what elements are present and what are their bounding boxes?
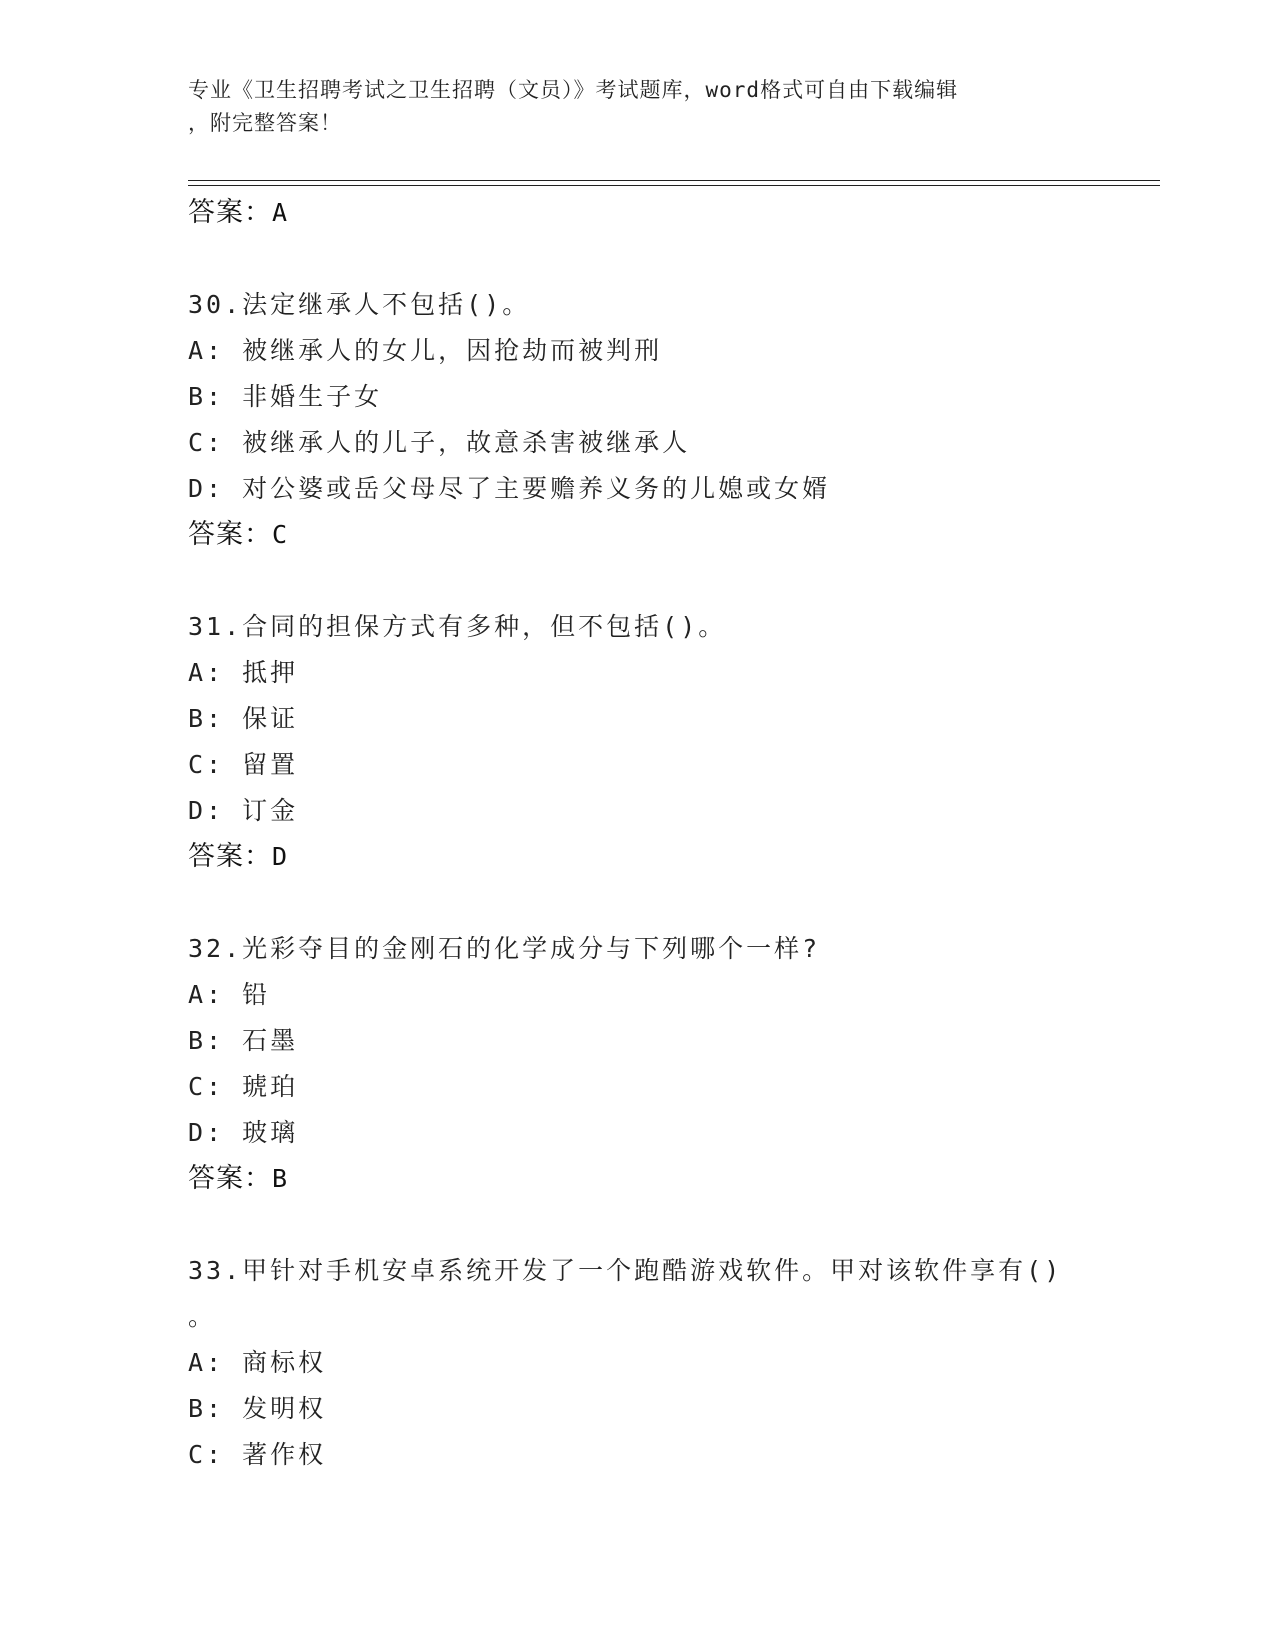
- answer-value: C: [272, 520, 289, 549]
- header-divider-top: [188, 180, 1160, 181]
- option-b: B: 发明权: [188, 1394, 327, 1423]
- header-divider-bottom: [188, 185, 1160, 186]
- question-stem-continuation: 。: [188, 1302, 217, 1331]
- option-c: C: 琥珀: [188, 1072, 299, 1101]
- question-30: [188, 282, 1148, 558]
- option-b: B: 非婚生子女: [188, 382, 383, 411]
- answer-line: [188, 512, 1148, 558]
- question-stem: 32.光彩夺目的金刚石的化学成分与下列哪个一样?: [188, 934, 821, 963]
- question-stem: 33.甲针对手机安卓系统开发了一个跑酷游戏软件。甲对该软件享有(): [188, 1256, 1063, 1285]
- option-a: A: 被继承人的女儿，因抢劫而被判刑: [188, 336, 663, 365]
- spacer: [188, 880, 1148, 926]
- answer-line: [188, 834, 1148, 880]
- spacer: [188, 558, 1148, 604]
- option-c: C: 著作权: [188, 1440, 327, 1469]
- option-d: D: 订金: [188, 796, 299, 825]
- option-b: B: 保证: [188, 704, 299, 733]
- header-line-1: 专业《卫生招聘考试之卫生招聘（文员）》考试题库，word格式可自由下载编辑: [188, 78, 959, 102]
- option-d: D: 对公婆或岳父母尽了主要赡养义务的儿媳或女婿: [188, 474, 831, 503]
- question-stem: 30.法定继承人不包括()。: [188, 290, 531, 319]
- spacer: [188, 1202, 1148, 1248]
- answer-label: 答案：: [188, 841, 272, 872]
- document-header: [188, 74, 1068, 140]
- answer-line: [188, 190, 1148, 236]
- question-stem: 31.合同的担保方式有多种，但不包括()。: [188, 612, 727, 641]
- question-32: [188, 926, 1148, 1202]
- option-a: A: 抵押: [188, 658, 299, 687]
- question-33: [188, 1248, 1148, 1478]
- option-a: A: 商标权: [188, 1348, 327, 1377]
- answer-value: A: [272, 198, 289, 227]
- answer-label: 答案：: [188, 519, 272, 550]
- spacer: [188, 236, 1148, 282]
- answer-value: B: [272, 1164, 289, 1193]
- answer-value: D: [272, 842, 289, 871]
- answer-label: 答案：: [188, 1163, 272, 1194]
- answer-line: [188, 1156, 1148, 1202]
- header-line-2: ，附完整答案！: [188, 111, 342, 135]
- question-31: [188, 604, 1148, 880]
- answer-label: 答案：: [188, 197, 272, 228]
- option-c: C: 留置: [188, 750, 299, 779]
- option-d: D: 玻璃: [188, 1118, 299, 1147]
- option-a: A: 铅: [188, 980, 271, 1009]
- option-b: B: 石墨: [188, 1026, 299, 1055]
- question-list: [188, 190, 1148, 1478]
- option-c: C: 被继承人的儿子，故意杀害被继承人: [188, 428, 691, 457]
